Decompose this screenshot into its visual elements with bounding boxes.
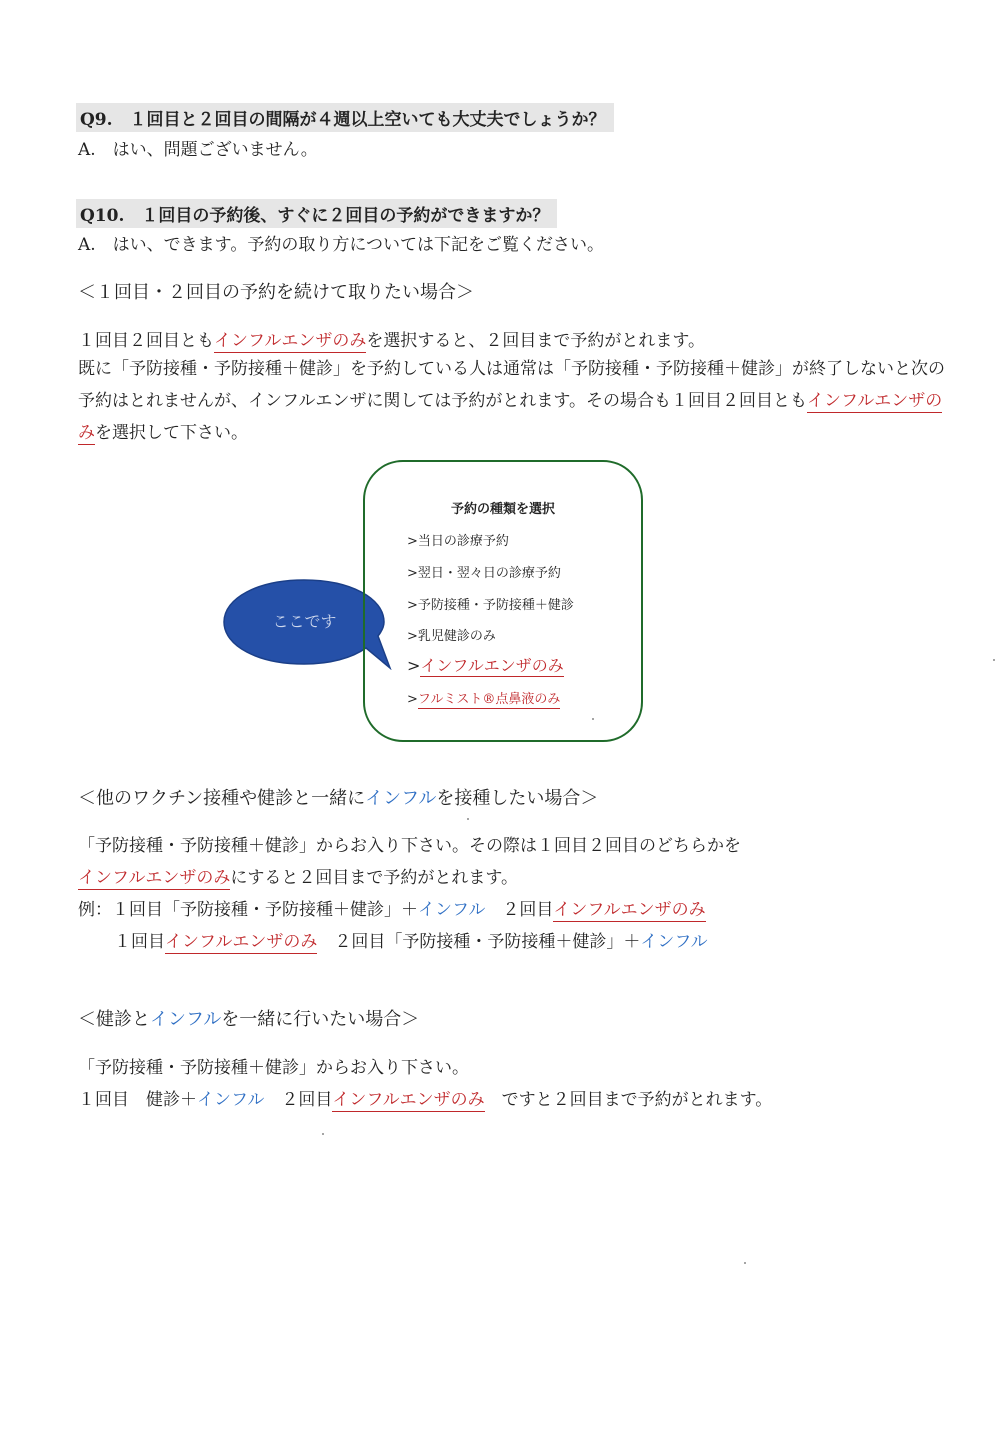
scan-speck xyxy=(592,718,594,720)
section3-line2-blue: インフル xyxy=(197,1090,265,1110)
scan-speck xyxy=(467,818,469,820)
section2-line2-post: にすると２回目まで予約がとれます。 xyxy=(230,868,518,888)
menu-item-influenza-prefix: > xyxy=(407,656,421,675)
q9-question: Q9. １回目と２回目の間隔が４週以上空いても大丈夫でしょうか？ xyxy=(76,103,614,132)
menu-item-vaccination-checkup[interactable]: >予防接種・予防接種＋健診 xyxy=(407,598,574,613)
section2-example1 xyxy=(78,895,706,920)
influenza-only-link: インフルエンザのみ xyxy=(553,900,706,920)
section2-heading xyxy=(78,784,598,810)
section3-line1: 「予防接種・予防接種＋健診」からお入り下さい。 xyxy=(78,1058,469,1078)
section1-line1 xyxy=(78,326,705,351)
section2-line1: 「予防接種・予防接種＋健診」からお入り下さい。その際は１回目２回目のどちらかを xyxy=(78,836,741,856)
section2-line2 xyxy=(78,863,518,888)
section3-line2 xyxy=(78,1085,772,1110)
menu-item-same-day[interactable]: >当日の診療予約 xyxy=(407,534,509,549)
menu-item-flumist-prefix: > xyxy=(407,692,418,707)
section3-heading-pre: ＜健診と xyxy=(78,1009,150,1030)
section1-line1-post: を選択すると、２回目まで予約がとれます。 xyxy=(366,331,705,351)
q10-answer: A. はい、できます。予約の取り方については下記をご覧ください。 xyxy=(78,235,604,255)
section1-paragraph xyxy=(78,353,948,449)
menu-item-influenza-only[interactable] xyxy=(407,653,564,676)
bubble-text: ここです xyxy=(272,612,337,631)
menu-item-flumist[interactable] xyxy=(407,688,560,707)
section1-heading: ＜１回目・２回目の予約を続けて取りたい場合＞ xyxy=(78,282,474,303)
influenza-only-link: インフルエンザのみ xyxy=(78,868,231,888)
section3-heading xyxy=(78,1005,419,1031)
example2-mid: ２回目「予防接種・予防接種＋健診」＋ xyxy=(317,932,641,952)
q10-question: Q10. １回目の予約後、すぐに２回目の予約ができますか？ xyxy=(76,199,557,228)
section1-paragraph-text: 既に「予防接種・予防接種＋健診」を予約している人は通常は「予防接種・予防接種＋健診」が終了しないと次の予約はとれませんが、インフルエンザに関しては予約がとれます。その場合も１回目２回目とも xyxy=(78,359,945,411)
example2-blue: インフル xyxy=(640,932,708,952)
menu-item-flumist-label: フルミスト®点鼻液のみ xyxy=(417,692,561,707)
influenza-only-link: インフルエンザのみ xyxy=(332,1090,485,1110)
scan-speck xyxy=(744,1262,746,1264)
section2-heading-blue: インフル xyxy=(365,788,437,809)
menu-title: 予約の種類を選択 xyxy=(450,502,555,517)
menu-item-next-day[interactable]: >翌日・翌々日の診療予約 xyxy=(407,566,561,581)
menu-item-infant-checkup[interactable]: >乳児健診のみ xyxy=(407,629,496,644)
reservation-type-menu xyxy=(363,460,643,742)
example1-pre: 例：１回目「予防接種・予防接種＋健診」＋ xyxy=(78,900,418,920)
section3-line2-post: ですと２回目まで予約がとれます。 xyxy=(484,1090,773,1110)
section1-line1-pre: １回目２回目とも xyxy=(78,331,214,351)
example1-mid: ２回目 xyxy=(485,900,554,920)
example1-blue: インフル xyxy=(418,900,486,920)
section3-heading-blue: インフル xyxy=(150,1009,222,1030)
influenza-only-link: インフルエンザのみ xyxy=(78,391,943,443)
scan-speck xyxy=(322,1133,324,1135)
section2-heading-pre: ＜他のワクチン接種や健診と一緒に xyxy=(78,788,366,809)
influenza-only-link: インフルエンザのみ xyxy=(214,331,367,351)
example2-pre: １回目 xyxy=(114,932,165,952)
section3-line2-mid: ２回目 xyxy=(264,1090,333,1110)
section3-heading-post: を一緒に行いたい場合＞ xyxy=(221,1009,420,1030)
scan-speck xyxy=(993,659,995,661)
section2-example2 xyxy=(114,927,708,952)
section1-paragraph-post: を選択して下さい。 xyxy=(95,423,248,443)
menu-item-influenza-label: インフルエンザのみ xyxy=(420,656,564,675)
q9-answer: A. はい、問題ございません。 xyxy=(78,140,318,160)
section2-heading-post: を接種したい場合＞ xyxy=(436,788,599,809)
section3-line2-pre: １回目 健診＋ xyxy=(78,1090,197,1110)
influenza-only-link: インフルエンザのみ xyxy=(165,932,318,952)
